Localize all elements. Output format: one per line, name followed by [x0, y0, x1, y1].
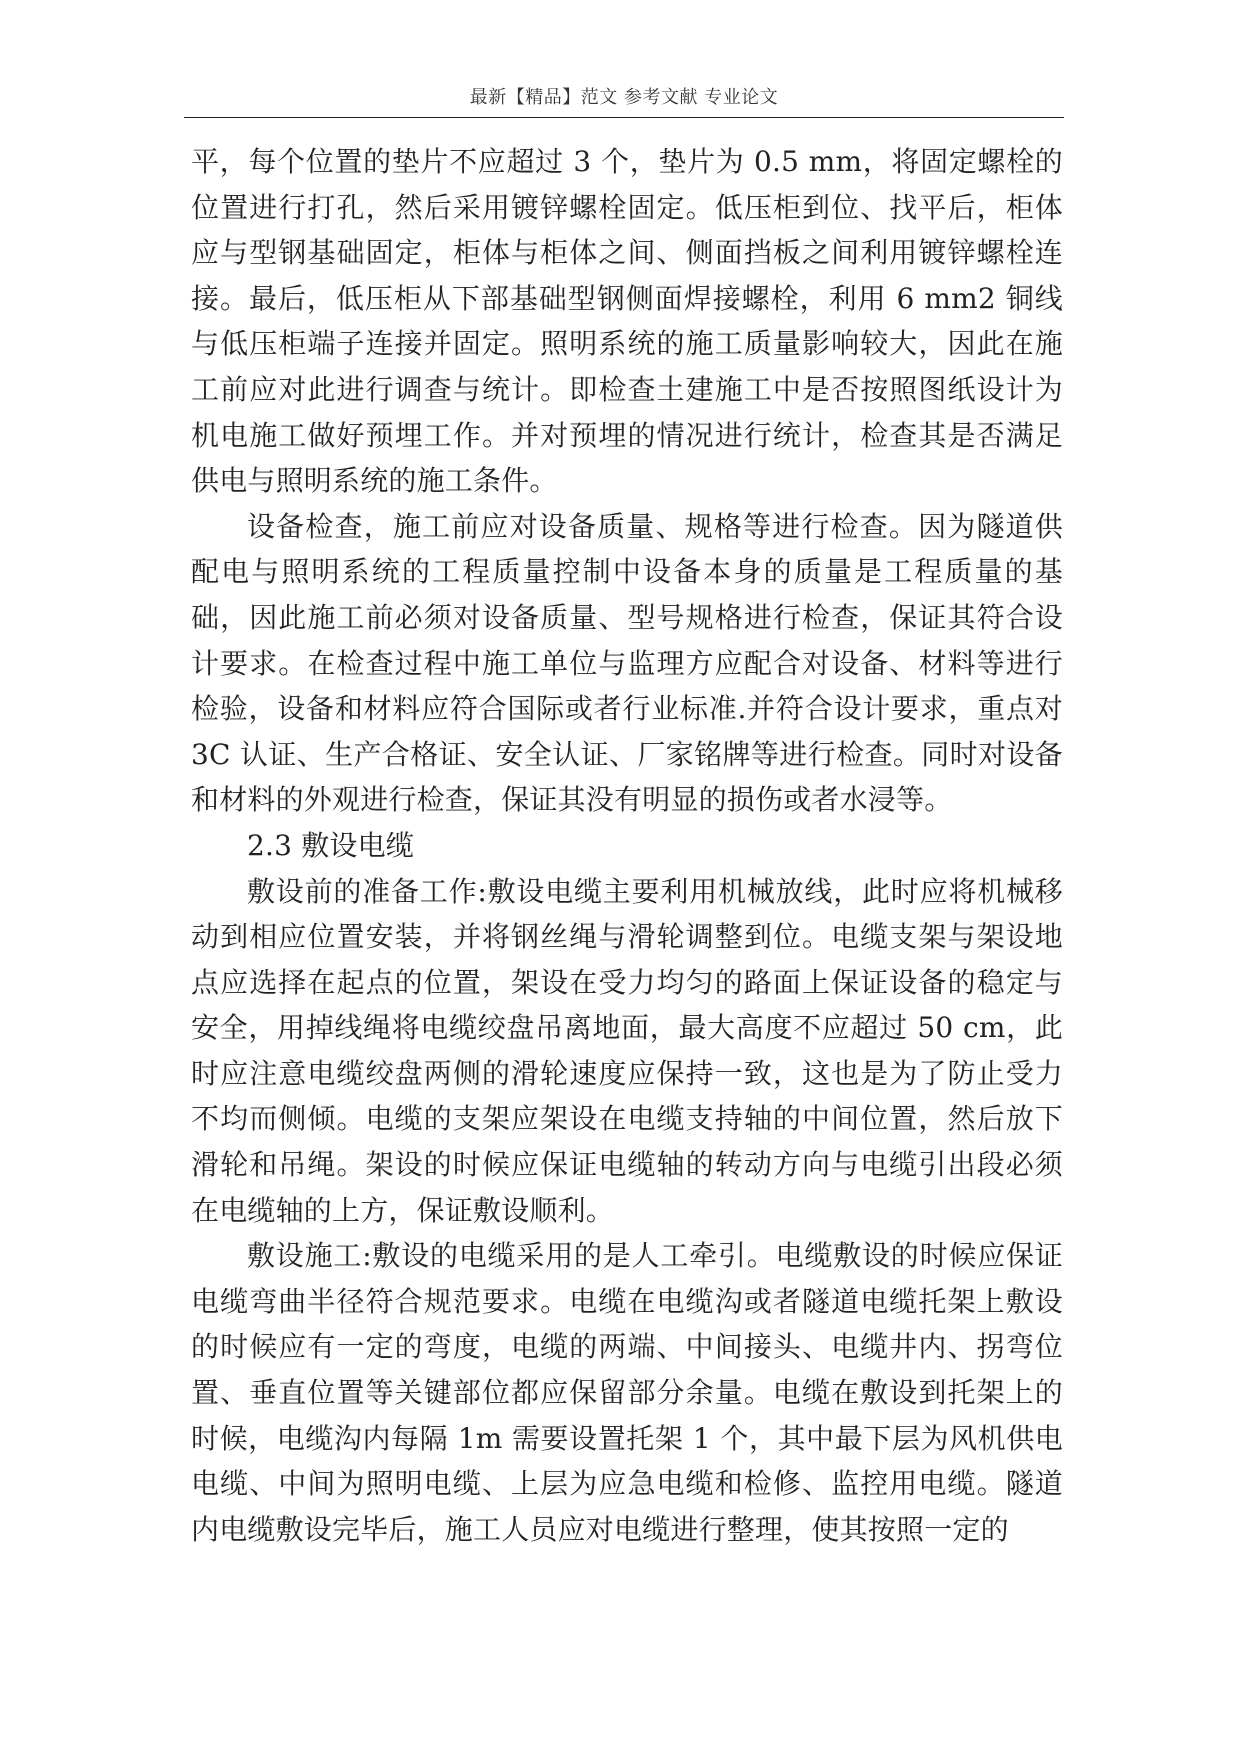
body-text	[191, 139, 1063, 1552]
paragraph-2: 设备检查，施工前应对设备质量、规格等进行检查。因为隧道供配电与照明系统的工程质量控制中设备本身的质量是工程质量的基础，因此施工前必须对设备质量、型号规格进行检查，保证其符合设计要求。在检查过程中施工单位与监理方应配合对设备、材料等进行检验，设备和材料应符合国际或者行业标准.并符合设计要求，重点对 3C 认证、生产合格证、安全认证、厂家铭牌等进行检查。同时对设备和材料的外观进行检查，保证其没有明显的损伤或者水浸等。	[191, 509, 1063, 817]
header-rule	[184, 117, 1064, 118]
page-header: 最新【精品】范文 参考文献 专业论文	[469, 87, 779, 108]
paragraph-1: 平，每个位置的垫片不应超过 3 个，垫片为 0.5 mm，将固定螺栓的位置进行打孔，然后采用镀锌螺栓固定。低压柜到位、找平后，柜体应与型钢基础固定，柜体与柜体之间、侧面挡板之间利用镀锌螺栓连接。最后，低压柜从下部基础型钢侧面焊接螺栓，利用 6 mm2 铜线与低压柜端子连接并固定。照明系统的施工质量影响较大，因此在施工前应对此进行调查与统计。即检查土建施工中是否按照图纸设计为机电施工做好预埋工作。并对预埋的情况进行统计，检查其是否满足供电与照明系统的施工条件。	[191, 145, 1063, 498]
paragraph-3: 敷设前的准备工作:敷设电缆主要利用机械放线，此时应将机械移动到相应位置安装，并将钢丝绳与滑轮调整到位。电缆支架与架设地点应选择在起点的位置，架设在受力均匀的路面上保证设备的稳定与安全，用掉线绳将电缆绞盘吊离地面，最大高度不应超过 50 cm，此时应注意电缆绞盘两侧的滑轮速度应保持一致，这也是为了防止受力不均而侧倾。电缆的支架应架设在电缆支持轴的中间位置，然后放下滑轮和吊绳。架设的时候应保证电缆轴的转动方向与电缆引出段必须在电缆轴的上方，保证敷设顺利。	[191, 874, 1063, 1227]
section-heading: 2.3 敷设电缆	[247, 828, 415, 862]
paragraph-4: 敷设施工:敷设的电缆采用的是人工牵引。电缆敷设的时候应保证电缆弯曲半径符合规范要求。电缆在电缆沟或者隧道电缆托架上敷设的时候应有一定的弯度，电缆的两端、中间接头、电缆井内、拐弯位置、垂直位置等关键部位都应保留部分余量。电缆在敷设到托架上的时候，电缆沟内每隔 1m 需要设置托架 1 个，其中最下层为风机供电电缆、中间为照明电缆、上层为应急电缆和检修、监控用电缆。隧道内电缆敷设完毕后，施工人员应对电缆进行整理，使其按照一定的	[191, 1239, 1063, 1546]
